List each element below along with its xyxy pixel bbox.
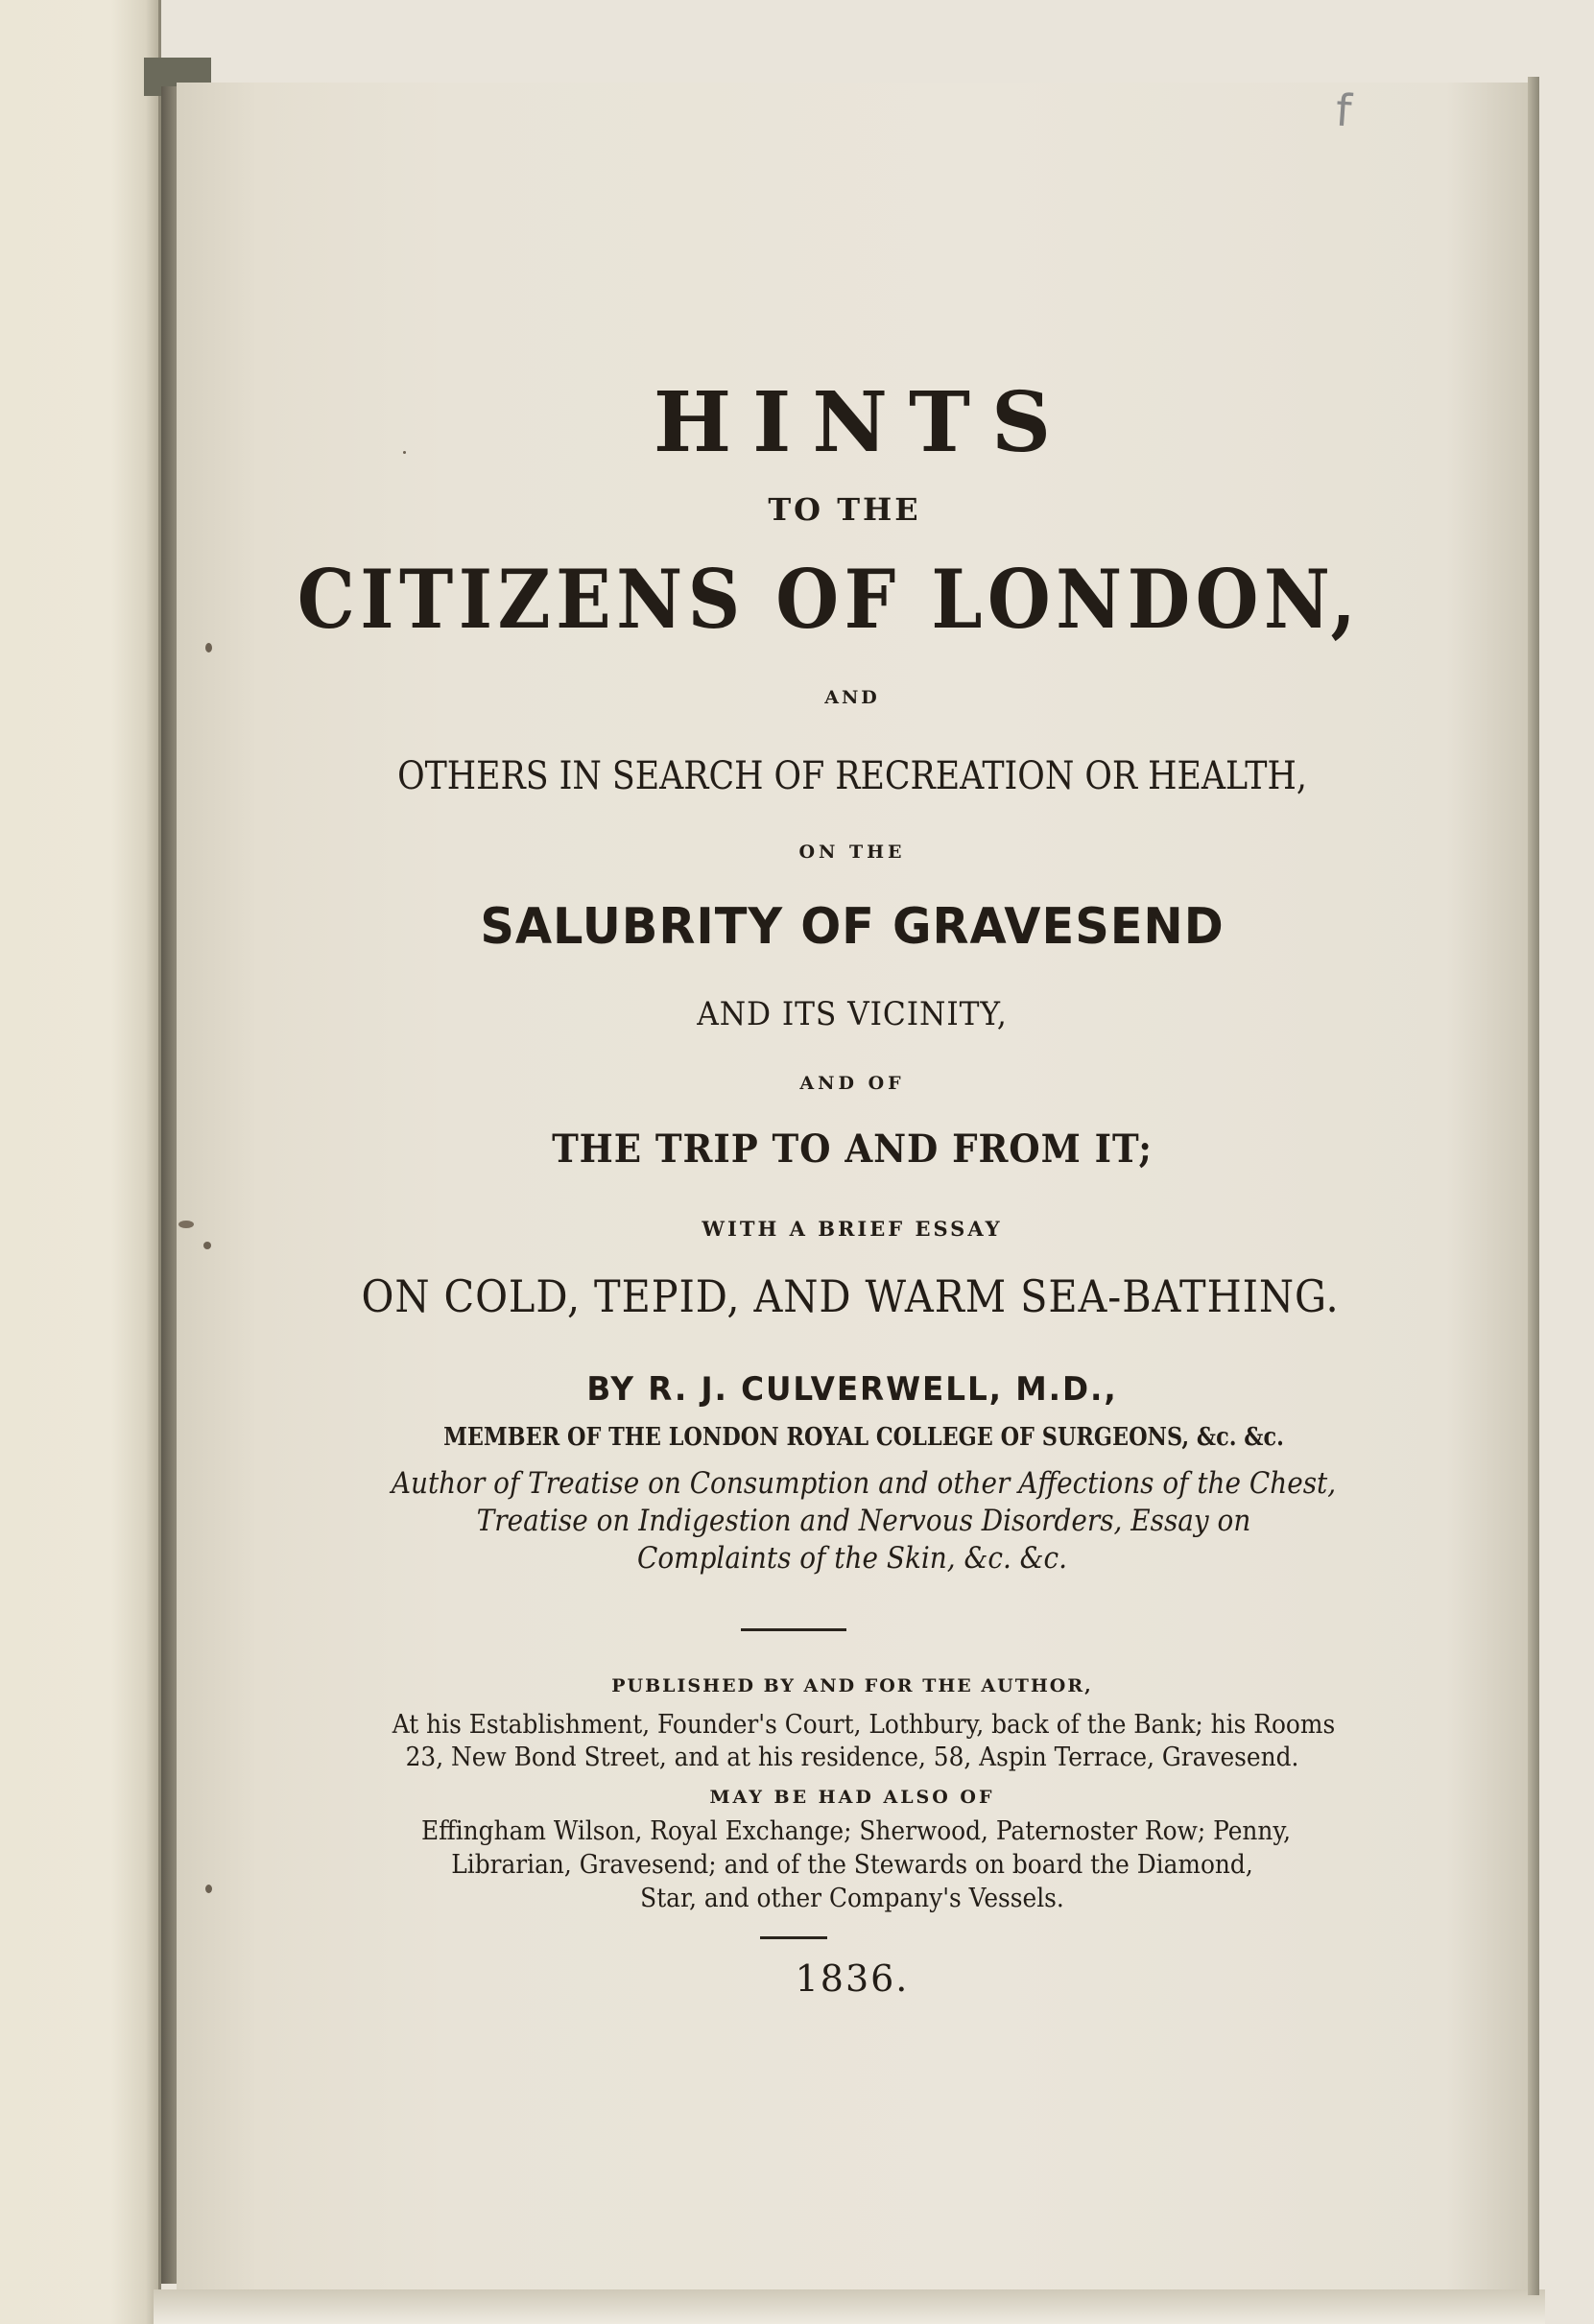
sellers-line: Effingham Wilson, Royal Exchange; Sherwood, Paternoster Row; Penny, xyxy=(420,1816,1292,1846)
subtitle-on-the: ON THE xyxy=(798,842,906,863)
divider-rule xyxy=(741,1628,846,1631)
subtitle-salubrity: SALUBRITY OF GRAVESEND xyxy=(480,898,1225,956)
author-works-line: Complaints of the Skin, &c. &c. xyxy=(636,1541,1068,1576)
subtitle-and: AND xyxy=(824,687,880,708)
subtitle-others: OTHERS IN SEARCH OF RECREATION OR HEALTH, xyxy=(397,754,1307,798)
flyleaf-page xyxy=(0,0,161,2324)
page-fore-edge xyxy=(1528,77,1539,2295)
subtitle-sea-bathing: ON COLD, TEPID, AND WARM SEA-BATHING. xyxy=(361,1270,1340,1322)
sellers-line: Star, and other Company's Vessels. xyxy=(640,1884,1064,1913)
foxing-spot xyxy=(178,1221,194,1228)
subtitle-and-of: AND OF xyxy=(799,1073,905,1094)
subtitle-to-the: TO THE xyxy=(768,491,921,528)
foxing-spot xyxy=(203,1242,211,1249)
subtitle-vicinity: AND ITS VICINITY, xyxy=(697,995,1008,1033)
author-works-line: Treatise on Indigestion and Nervous Disorders, Essay on xyxy=(476,1504,1251,1538)
sellers-heading: MAY BE HAD ALSO OF xyxy=(709,1787,995,1808)
sellers-line: Librarian, Gravesend; and of the Stewards on board the Diamond, xyxy=(451,1850,1253,1880)
foxing-spot xyxy=(403,451,406,454)
imprint-line: 23, New Bond Street, and at his residence, 58, Aspin Terrace, Gravesend. xyxy=(405,1743,1299,1772)
author-line: BY R. J. CULVERWELL, M.D., xyxy=(586,1370,1118,1409)
author-membership: MEMBER OF THE LONDON ROYAL COLLEGE OF SURGEONS, &c. &c. xyxy=(443,1423,1284,1452)
publication-year: 1836. xyxy=(795,1957,910,2000)
book-bottom-edge xyxy=(154,2289,1545,2324)
main-title: HINTS xyxy=(653,374,1073,471)
imprint-line: At his Establishment, Founder's Court, Lothbury, back of the Bank; his Rooms xyxy=(392,1710,1336,1740)
publisher-heading: PUBLISHED BY AND FOR THE AUTHOR, xyxy=(611,1675,1093,1696)
subtitle-essay: WITH A BRIEF ESSAY xyxy=(702,1217,1003,1241)
author-works-line: Author of Treatise on Consumption and other Affections of the Chest, xyxy=(391,1466,1337,1501)
foxing-spot xyxy=(205,643,212,652)
divider-rule xyxy=(760,1936,827,1939)
subtitle-trip: THE TRIP TO AND FROM IT; xyxy=(552,1126,1153,1172)
pencil-mark: f xyxy=(1334,83,1354,137)
subtitle-citizens: CITIZENS OF LONDON, xyxy=(297,552,1362,647)
foxing-spot xyxy=(205,1885,212,1893)
